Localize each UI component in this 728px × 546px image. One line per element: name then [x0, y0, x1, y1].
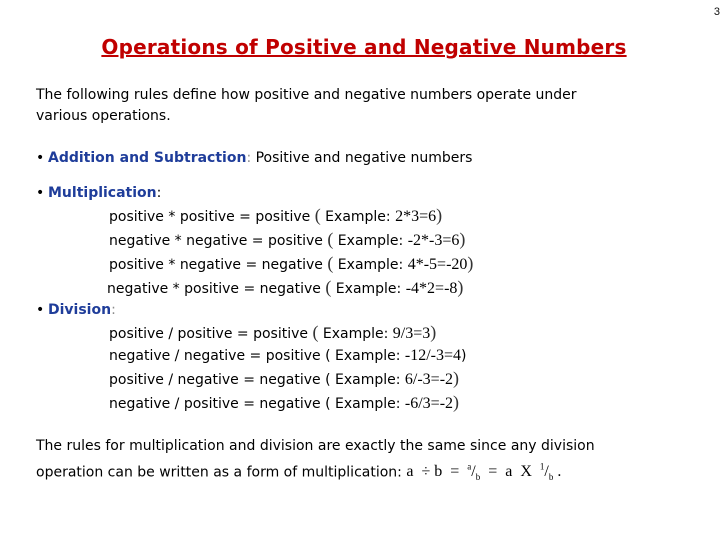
- division-heading: Division: [48, 302, 112, 318]
- slide-title: Operations of Positive and Negative Numbers: [101, 35, 627, 59]
- multiplication-rule: [36, 252, 720, 276]
- multiplication-heading: Multiplication: [48, 185, 157, 201]
- division-rule: [36, 321, 720, 345]
- example-label: Example:: [330, 396, 405, 412]
- close-paren: ): [459, 229, 466, 249]
- slide-body: [36, 85, 720, 489]
- rule-text: positive * positive = positive: [109, 209, 315, 225]
- example-label: Example:: [320, 209, 396, 225]
- example-expression: -2*-3=6: [407, 232, 460, 249]
- multiplication-rule: [36, 204, 720, 228]
- example-label: Example:: [331, 281, 406, 297]
- intro-line-1: The following rules define how positive and negative numbers operate under: [36, 87, 577, 103]
- footer-line-2: [36, 457, 720, 489]
- close-paren: ): [457, 277, 464, 297]
- footer-text: operation can be written as a form of multiplication:: [36, 464, 407, 481]
- open-paren: (: [312, 322, 319, 342]
- open-paren: (: [327, 229, 334, 249]
- addition-colon: :: [246, 150, 252, 166]
- multiplication-rule: [36, 276, 720, 300]
- close-paren: ): [453, 368, 460, 388]
- footer-line-1: The rules for multiplication and division are exactly the same since any division: [36, 438, 595, 454]
- example-label: Example:: [330, 348, 405, 364]
- rule-text: negative * positive = negative: [107, 281, 326, 297]
- multiplication-colon: :: [156, 185, 162, 201]
- rule-text: positive * negative = negative: [109, 257, 328, 273]
- example-expression: -6/3=-2: [404, 395, 454, 412]
- rule-text: positive / negative = negative: [109, 372, 326, 388]
- open-paren: (: [327, 253, 334, 273]
- addition-bullet-item: [36, 148, 720, 169]
- close-paren: ): [436, 205, 443, 225]
- rule-text: positive / positive = positive: [109, 326, 313, 342]
- open-paren: (: [314, 205, 321, 225]
- rule-text: negative * negative = positive: [109, 233, 328, 249]
- example-expression: 2*3=6: [395, 208, 437, 225]
- division-rule: [36, 367, 720, 391]
- open-paren: (: [325, 396, 331, 412]
- page-number: 3: [713, 6, 720, 18]
- rule-text: negative / negative = positive: [109, 348, 326, 364]
- example-expression: 6/-3=-2: [404, 371, 454, 388]
- open-paren: (: [325, 372, 331, 388]
- division-rule: [36, 391, 720, 415]
- division-formula: $a \div b = ^a/_b = a$ X $^1/_b$ .: [406, 462, 562, 483]
- intro-line-2: various operations.: [36, 108, 171, 124]
- example-label: Example:: [333, 257, 408, 273]
- open-paren: (: [325, 277, 332, 297]
- division-colon: :: [111, 302, 116, 318]
- example-label: Example:: [330, 372, 405, 388]
- example-expression: -12/-3=4: [404, 347, 462, 364]
- close-paren: ): [467, 253, 474, 273]
- multiplication-bullet-item: [36, 183, 720, 204]
- addition-text: Positive and negative numbers: [251, 150, 473, 166]
- rule-text: negative / positive = negative: [109, 396, 326, 412]
- division-rule: [36, 345, 720, 367]
- close-paren: ): [461, 348, 467, 364]
- addition-heading: Addition and Subtraction: [48, 150, 247, 166]
- division-bullet-item: [36, 300, 720, 321]
- example-expression: 9/3=3: [392, 325, 431, 342]
- example-label: Example:: [318, 326, 393, 342]
- bullet-icon: •: [36, 185, 45, 201]
- example-expression: 4*-5=-20: [407, 256, 468, 273]
- multiplication-rule: [36, 228, 720, 252]
- bullet-icon: •: [36, 302, 45, 318]
- close-paren: ): [430, 322, 437, 342]
- close-paren: ): [453, 392, 460, 412]
- example-label: Example:: [333, 233, 408, 249]
- bullet-icon: •: [36, 150, 45, 166]
- example-expression: -4*2=-8: [405, 280, 458, 297]
- open-paren: (: [325, 348, 331, 364]
